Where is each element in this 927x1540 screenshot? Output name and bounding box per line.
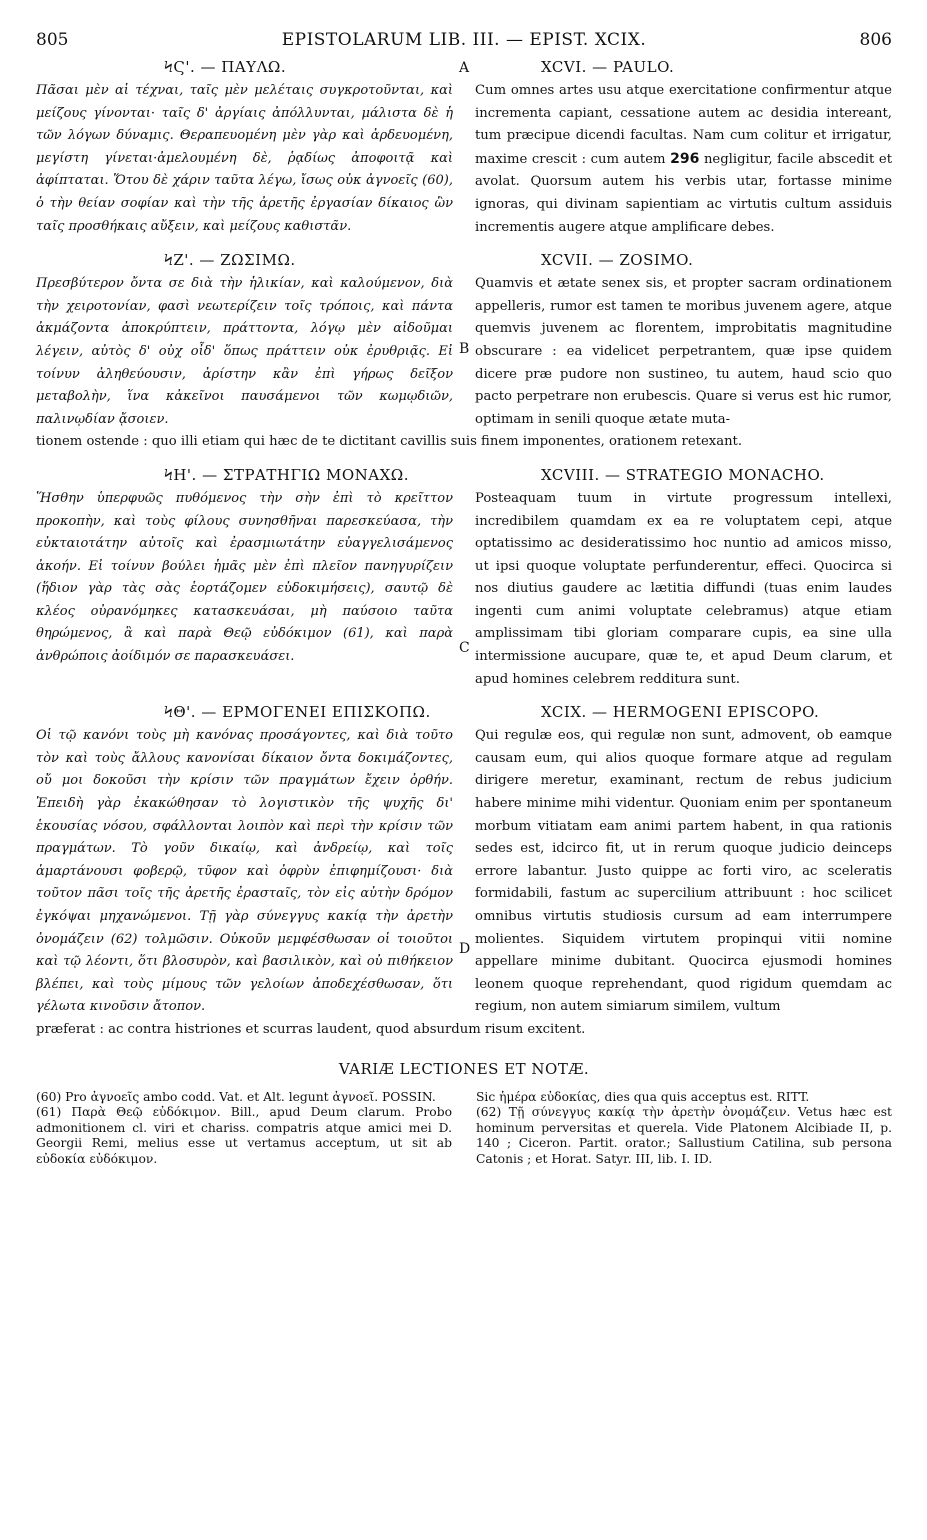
greek-text: Πρεσβύτερον ὄντα σε διὰ τὴν ἡλικίαν, καὶ καλούμενον, διὰ τὴν χειροτονίαν, φασὶ νεωτερίζειν τοῖς τρόποις, καὶ πάντα ἀκμάζοντα ἀποκρύπτειν, πράττοντα, λόγῳ μὲν αἰδοῦμαι λέγειν, αὐτὸς δ' οὐχ οἶδ' ὅπως πράττειν οὐκ ἐρυθριᾷς. Εἰ τοίνυν ἀληθεύουσιν, ἀρίστην κἂν ἐπὶ γήρως δεῖξον μεταβολὴν, ἵνα κἀκεῖνοι παυσάμενοι τῶν κωμῳδιῶν, παλινῳδίαν ᾄσοιεν. [36, 276, 453, 427]
notes-right-column [476, 1090, 892, 1168]
latin-column [475, 249, 892, 431]
latin-column [475, 701, 892, 1019]
latin-text: Qui regulæ eos, qui regulæ non sunt, admovent, ob eamque causam eum, qui alios quoque formare atque ad regulam dirigere meretur, examinant, rectum de rebus judicium habere minime mihi videntur. Quoniam enim per spontaneum morbum vitiatam eam animi partem habent, in qua rationis sedes est, idcirco fit, ut in rerum quoque judicio deinceps errore labantur. Justo quippe ac forti viro, ac sceleratis formidabili, fastum ac supercilium attribuunt : hoc scilicet omnibus virtutis studiosis cursum ad eam interrumpere molientes. Siquidem virtutem propinqui vitii nomine appellare minime dubitant. Quocirca ejusmodi homines leonem quoque reprehendant, quod rigidum quemdam ac regium, non autem simiarum similem, vultum [475, 728, 892, 1015]
greek-heading: ϞϚ'. — ΠΑΥΛΩ. [164, 58, 287, 76]
latin-heading: XCVII. — ZOSIMO. [541, 251, 694, 270]
greek-text: Οἱ τῷ κανόνι τοὺς μὴ κανόνας προσάγοντες, καὶ διὰ τοῦτο τὸν καὶ τοὺς ἄλλους κανονίσαι δίκαιον ὄντα δοκιμάζοντες, οὔ μοι δοκοῦσι τὴν κρίσιν τῶν πραγμάτων ἔχειν ὀρθήν. Ἐπειδὴ γὰρ ἐκακώθησαν τὸ λογιστικὸν τῆς ψυχῆς δι' ἑκουσίας νόσου, σφάλλονται λοιπὸν καὶ περὶ τὴν κρίσιν τῶν πραγμάτων. Τὸ γοῦν δικαίῳ, καὶ ἀνδρείῳ, καὶ τοῖς ἁμαρτάνουσι φοβερῷ, τῦφον καὶ ὀφρὺν ἐπιφημίζουσι· διὰ τοῦτον πᾶσι τοῖς τῆς ἀρετῆς ἐρασταῖς, τὸν εἰς αὐτὴν δρόμον ἐγκόψαι μηχανώμενοι. Τῇ γὰρ σύνεγγυς κακίᾳ τὴν ἀρετὴν ὀνομάζειν (62) τολμῶσιν. Οὐκοῦν μεμφέσθωσαν οἱ τοιοῦτοι καὶ τῷ λέοντι, ὅτι βλοσυρὸν, καὶ βασιλικὸν, καὶ οὐ πιθήκειον βλέπει, καὶ τοὺς μίμους τῶν γελοίων ἀποδεχέσθωσαν, ὅτι γέλωτα κινοῦσιν ἄτοπον. [36, 728, 453, 1015]
greek-heading: ϞΖ'. — ΖΩΣΙΜΩ. [164, 251, 296, 270]
latin-text-part: negligitur, facile abscedit et avolat. Quorsum autem his verbis utar, fortasse minime ignoras, qui divinam sapientiam ac virtutis cultum assiduis incrementis augere atque amplificare debes. [475, 151, 892, 235]
letter-98 [36, 464, 892, 691]
column-marker: 296 [670, 150, 700, 167]
latin-heading: XCIX. — HERMOGENI EPISCOPO. [541, 703, 820, 722]
latin-text: Posteaquam tuum in virtute progressum intellexi, incredibilem quamdam ex ea re voluptatem cepi, atque optatissimo ac desideratissimo hoc nuntio ad amicos misso, ut ipsi quoque voluptate perfunderentur, effeci. Quocirca si nos diutius gaudere ac lætitia diffundi (tuas enim laudes ingenti cum animi voluptate celebramus) atque etiam amplissimam tibi gloriam comparare cupis, ea sine ulla intermissione aucupare, quæ te, et apud Deum clarum, et apud homines celebrem redditura sunt. [475, 490, 892, 687]
margin-marker-a: A [459, 60, 470, 76]
greek-heading: ϞΗ'. — ΣΤΡΑΤΗΓΙΩ ΜΟΝΑΧΩ. [164, 465, 410, 484]
latin-text-part: Cum omnes artes usu atque exercitatione confirmentur atque incrementa capiant, cessatione autem ac desidia intereant, tum præcipue dicendi facultas. Nam cum colitur et irrigatur, maxime crescit : cum autem [475, 83, 892, 167]
greek-column [36, 56, 453, 239]
notes [36, 1090, 892, 1168]
latin-heading: XCVI. — PAULO. [541, 58, 675, 76]
page-title: EPISTOLARUM LIB. III. — EPIST. XCIX. [281, 30, 647, 50]
margin-marker-b: B [459, 341, 470, 358]
notes-title: VARIÆ LECTIONES ET NOTÆ. [338, 1059, 590, 1078]
running-header [36, 30, 892, 56]
page [36, 30, 892, 1167]
latin-column [475, 56, 892, 239]
letter-96 [36, 56, 892, 239]
greek-column [36, 701, 453, 1019]
margin-marker-d: D [459, 941, 471, 958]
note: (62) Τῇ σύνεγγυς κακίᾳ τὴν ἀρετὴν ὀνομάζειν. Vetus hæc est hominum perversitas et querela. Vide Platonem Alcibiade II, p. 140 ; Ciceron. Partit. orator.; Sallustium Catilina, sub persona Catonis ; et Horat. Satyr. III, lib. I. ID. [476, 1105, 892, 1166]
full-width-text: tionem ostende : quo illi etiam qui hæc de te dictitant cavillis suis finem imponentes, orationem retexant. [36, 434, 743, 450]
margin-marker-c: C [459, 639, 470, 656]
greek-text: Πᾶσαι μὲν αἱ τέχναι, ταῖς μὲν μελέταις συγκροτοῦνται, καὶ μείζους γίνονται· ταῖς δ' ἀργίαις ἀπόλλυνται, μάλιστα δὲ ἡ τῶν λόγων δύναμις. Θεραπευομένη μὲν γὰρ καὶ ἀρδευομένη, μεγίστη γίνεται·ἀμελουμένη δὲ, ῥᾳδίως ἀποφοιτᾷ καὶ ἀφίπταται. Ὅτου δὲ χάριν ταῦτα λέγω, ἴσως οὐκ ἀγνοεῖς (60), ὁ τὴν θείαν σοφίαν καὶ τὴν τῆς ἀρετῆς ἐργασίαν δίκαιος ὢν ταῖς προσθήκαις αὔξειν, καὶ μείζους καθιστᾶν. [36, 83, 453, 234]
greek-column [36, 464, 453, 691]
latin-text: Quamvis et ætate senex sis, et propter sacram ordinationem appelleris, rumor est tamen te moribus juvenem agere, atque quemvis juvenem ac florentem, improbitatis magnitudine obscurare : ea videlicet perpetrantem, quæ ipse quidem dicere præ pudore non sustineo, tu autem, haud scio quo pacto perpetrare non erubescis. Quare si verus est hic rumor, optimam in senili quoque ætate muta- [475, 276, 892, 427]
page-number-right: 806 [859, 30, 892, 50]
page-number-left: 805 [36, 30, 69, 50]
latin-heading: XCVIII. — STRATEGIO MONACHO. [541, 465, 825, 484]
greek-column [36, 249, 453, 431]
note: Sic ἡμέρα εὐδοκίας, dies qua quis acceptus est. RITT. [476, 1089, 810, 1104]
letter-97 [36, 249, 892, 431]
latin-text [475, 80, 892, 239]
latin-column [475, 464, 892, 691]
full-width-text: præferat : ac contra histriones et scurras laudent, quod absurdum risum excitent. [36, 1021, 586, 1037]
note: (60) Pro ἀγνοεῖς ambo codd. Vat. et Alt. legunt ἀγνοεῖ. POSSIN. [36, 1089, 436, 1104]
greek-heading: ϞΘ'. — ΕΡΜΟΓΕΝΕΙ ΕΠΙΣΚΟΠΩ. [164, 703, 431, 722]
greek-text: Ἥσθην ὑπερφυῶς πυθόμενος τὴν σὴν ἐπὶ τὸ κρεῖττον προκοπὴν, καὶ τοὺς φίλους συνησθῆναι παρεσκεύασα, τὴν εὐκταιοτάτην αὐτοῖς καὶ ἐρασμιωτάτην εὐαγγελισάμενος ἀκοήν. Εἰ τοίνυν βούλει ἡμᾶς μὲν ἐπὶ πλεῖον πανηγυρίζειν (ἥδιον γὰρ τὰς σὰς ἑορτάζομεν εὐδοκιμήσεις), σαυτῷ δὲ κλέος οὐρανόμηκες κατασκευάσαι, μὴ παύσοιο ταῦτα θηρώμενος, ἃ καὶ παρὰ Θεῷ εὐδόκιμον (61), καὶ παρὰ ἀνθρώποις ἀοίδιμόν σε παρασκευάσει. [36, 490, 453, 665]
note: (61) Παρὰ Θεῷ εὐδόκιμον. Bill., apud Deum clarum. Probo admonitionem cl. viri et chariss. compatris atque amici mei D. Georgii Remi, melius esse ut vertamus acceptum, ut sit ab εὐδοκία εὐδόκιμον. [36, 1105, 452, 1166]
notes-left-column [36, 1090, 452, 1168]
letter-99 [36, 701, 892, 1019]
